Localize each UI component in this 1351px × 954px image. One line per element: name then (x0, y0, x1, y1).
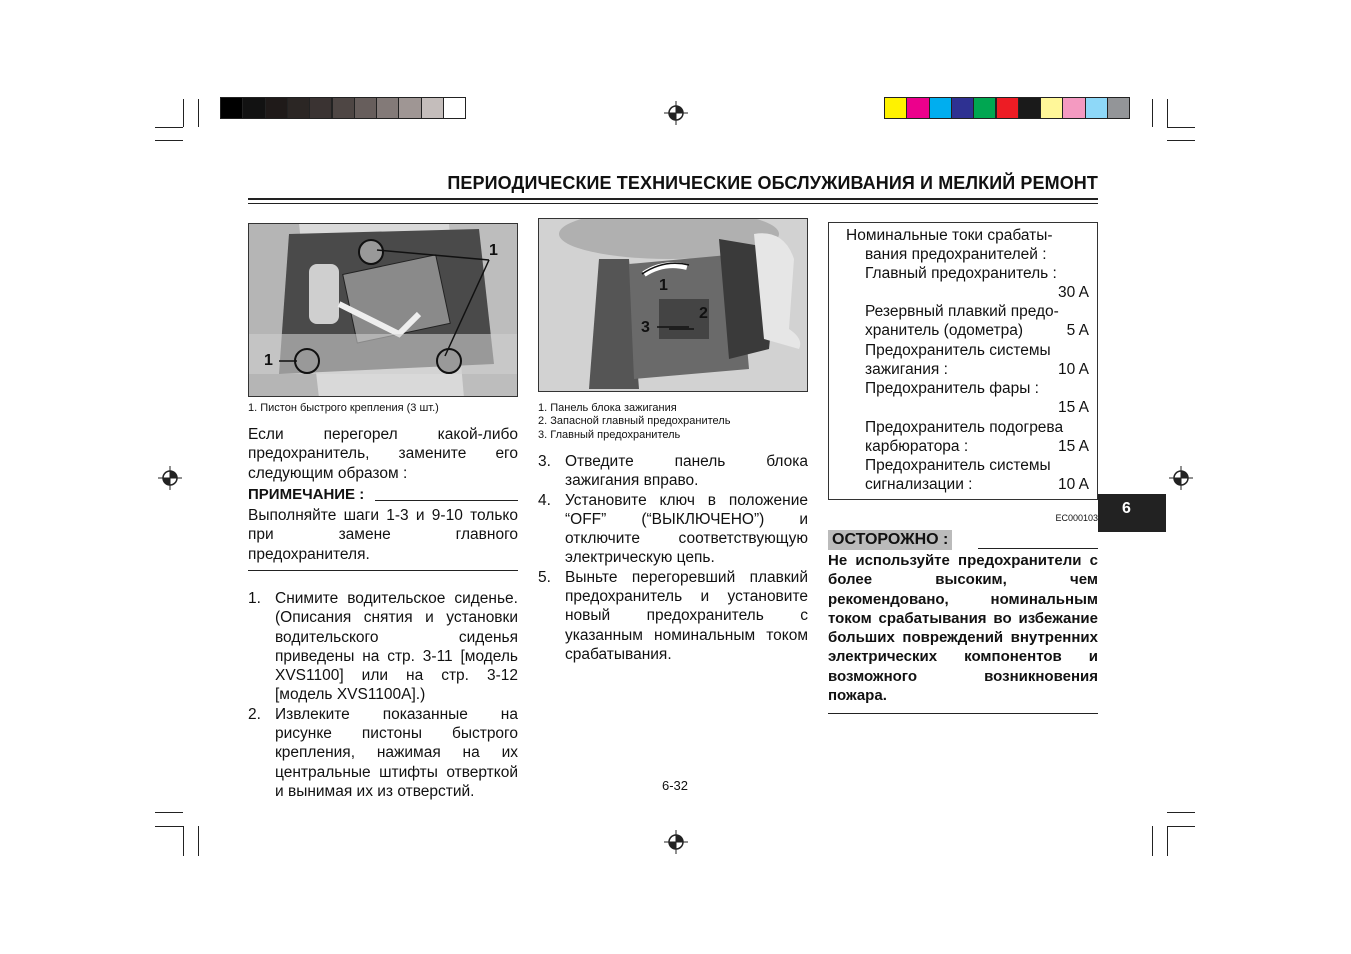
intro-paragraph: Если перегорел какой-либо предохранитель, замените его следующим образом : (248, 426, 518, 482)
fuse-value: 10 A (1057, 476, 1089, 493)
fuse-row: Предохранитель фары : (865, 380, 1039, 397)
color-swatch (906, 97, 929, 119)
crop-mark (1167, 140, 1195, 141)
color-swatch (220, 97, 243, 119)
crop-mark (1167, 127, 1195, 128)
color-swatch (398, 97, 421, 119)
list-item: 5. Выньте перегоревший плавкий предохранитель и установите новый предохранитель с указанным номинальным током срабатывания. (538, 568, 808, 663)
page-title: ПЕРИОДИЧЕСКИЕ ТЕХНИЧЕСКИЕ ОБСЛУЖИВАНИЯ И МЕЛКИЙ РЕМОНТ (447, 173, 1098, 193)
fuse-row: Главный предохранитель : (865, 265, 1057, 282)
note-end-rule (248, 570, 518, 571)
color-swatch (332, 97, 355, 119)
color-swatch (996, 97, 1019, 119)
crop-mark (198, 99, 199, 127)
warning-text: Не используйте предохранители с более высоким, чем рекомендовано, номинальным током срабатывания во избежание больших повреждений внутренних электрических компонентов и возможного возникновения пожара. (828, 552, 1098, 705)
figure-seat-area-photo (248, 223, 518, 397)
warning-rule (978, 548, 1098, 549)
crop-mark (183, 99, 184, 127)
crop-mark (1167, 812, 1195, 813)
color-swatch (287, 97, 310, 119)
step-list (538, 452, 808, 664)
list-item: 3. Отведите панель блока зажигания вправо. (538, 453, 808, 490)
crop-mark (155, 826, 183, 827)
list-item: 2. Извлеките показанные на рисунке пистоны быстрого крепления, нажимая на их центральные штифты отверткой и вынимая их из отверстий. (248, 705, 518, 800)
note-label: ПРИМЕЧАНИЕ : (248, 486, 365, 503)
figure-caption: 2. Запасной главный предохранитель (538, 415, 731, 427)
fuse-row: Резервный плавкий предо- (865, 303, 1059, 320)
list-item: 1. Снимите водительское сиденье. (Описания снятия и установки водительского сиденья приведены на стр. 3-11 [модель XVS1100] или на стр. 3-12 [модель XVS1100A].) (248, 590, 518, 704)
registration-mark-icon (664, 101, 688, 125)
crop-mark (155, 812, 183, 813)
crop-mark (155, 140, 183, 141)
fuse-ratings-box (828, 222, 1098, 500)
color-swatch (421, 97, 444, 119)
registration-mark-icon (664, 830, 688, 854)
color-swatch (884, 97, 907, 119)
fuse-value: 10 A (1057, 361, 1089, 378)
note-text: Выполняйте шаги 1-3 и 9-10 только при замене главного предохранителя. (248, 507, 518, 563)
crop-mark (1167, 826, 1168, 856)
warning-end-rule (828, 713, 1098, 714)
fuse-row: Предохранитель подогрева (865, 419, 1064, 436)
figure-callout-label: 1 (659, 277, 668, 294)
header-rule (248, 198, 1098, 200)
chapter-tab: 6 (1098, 494, 1166, 532)
ignition-panel-photo-illustration (539, 219, 808, 392)
crop-mark (1152, 99, 1153, 127)
color-swatch (309, 97, 332, 119)
crop-mark (1167, 826, 1195, 827)
color-swatch (376, 97, 399, 119)
registration-mark-icon (1169, 466, 1193, 490)
color-swatch (973, 97, 996, 119)
fuse-heading: вания предохранителей : (865, 246, 1047, 263)
color-swatch (1018, 97, 1041, 119)
fuse-row: карбюратора : 15 A (865, 438, 1089, 455)
fuse-heading: Номинальные токи срабаты- (846, 227, 1053, 244)
fuse-value: 15 A (1057, 438, 1089, 455)
note-rule (375, 500, 518, 501)
crop-mark (155, 127, 183, 128)
color-swatch (1085, 97, 1108, 119)
figure-callout-label: 2 (699, 305, 708, 322)
motorcycle-photo-illustration (249, 224, 518, 397)
crop-mark (1167, 99, 1168, 127)
registration-mark-icon (158, 466, 182, 490)
crop-mark (198, 826, 199, 856)
figure-caption: 3. Главный предохранитель (538, 429, 681, 441)
fuse-value: 30 A (1057, 284, 1089, 301)
section-code: EC000103 (1055, 513, 1098, 523)
color-swatch (354, 97, 377, 119)
crop-mark (183, 826, 184, 856)
color-swatch (242, 97, 265, 119)
fuse-row: хранитель (одометра) 5 A (865, 322, 1089, 339)
warning-label: ОСТОРОЖНО : (828, 530, 952, 550)
step-list (248, 589, 518, 801)
color-swatch (1107, 97, 1130, 119)
list-item: 4. Установите ключ в положение “OFF” (“ВЫКЛЮЧЕНО”) и отключите соответствующую электрическую цепь. (538, 491, 808, 567)
figure-callout-label: 1 (489, 242, 498, 259)
header-rule (248, 203, 1098, 204)
page-number: 6-32 (662, 778, 689, 793)
color-swatch (1062, 97, 1085, 119)
fuse-row: зажигания : 10 A (865, 361, 1089, 378)
fuse-value: 15 A (1057, 399, 1089, 416)
color-swatch (265, 97, 288, 119)
color-swatch (951, 97, 974, 119)
figure-caption: 1. Панель блока зажигания (538, 402, 677, 414)
color-swatch (929, 97, 952, 119)
figure-callout-label: 1 (264, 352, 273, 369)
color-swatch (443, 97, 466, 119)
figure-callout-label: 3 (641, 319, 650, 336)
fuse-row: сигнализации : 10 A (865, 476, 1089, 493)
fuse-row: Предохранитель системы (865, 457, 1051, 474)
color-swatch (1040, 97, 1063, 119)
fuse-row: Предохранитель системы (865, 342, 1051, 359)
figure-caption: 1. Пистон быстрого крепления (3 шт.) (248, 402, 439, 414)
crop-mark (1152, 826, 1153, 856)
figure-ignition-panel-photo (538, 218, 808, 392)
fuse-value: 5 A (1066, 322, 1089, 339)
